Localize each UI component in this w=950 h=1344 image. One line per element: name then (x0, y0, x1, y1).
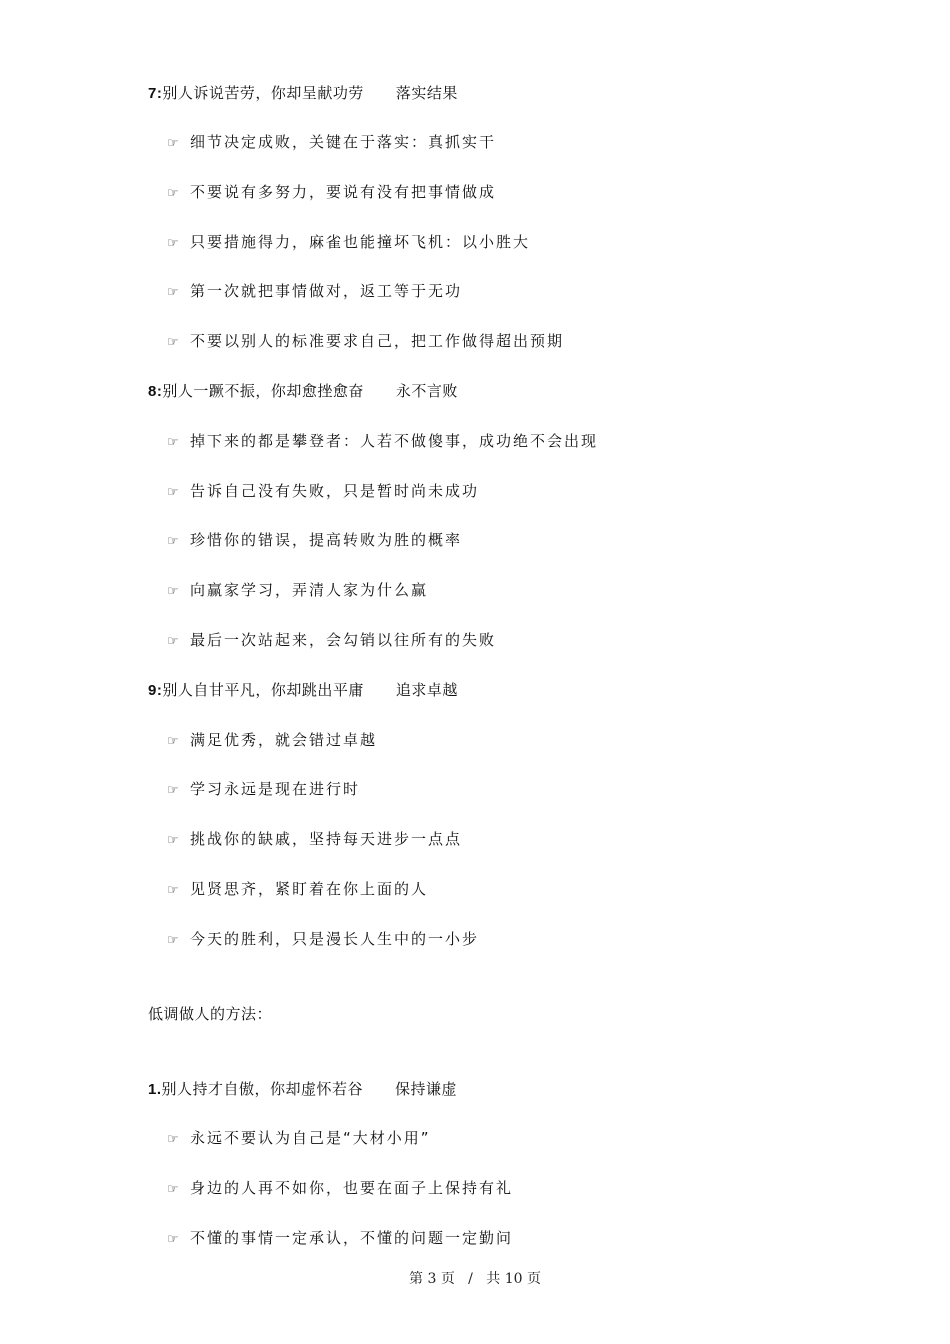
list-item: ☞ 见贤思齐，紧盯着在你上面的人 (167, 879, 428, 901)
list-item: ☞ 向赢家学习，弄清人家为什么赢 (167, 580, 428, 602)
list-item: ☞ 不懂的事情一定承认，不懂的问题一定勤问 (167, 1228, 513, 1250)
pointing-hand-icon: ☞ (167, 634, 179, 649)
pointing-hand-icon: ☞ (167, 485, 179, 500)
pointing-hand-icon: ☞ (167, 1182, 179, 1197)
pointing-hand-icon: ☞ (167, 933, 179, 948)
list-item: ☞ 学习永远是现在进行时 (167, 779, 360, 801)
subheading: 低调做人的方法： (148, 1005, 273, 1023)
pointing-hand-icon: ☞ (167, 335, 179, 350)
pointing-hand-icon: ☞ (167, 186, 179, 201)
pointing-hand-icon: ☞ (167, 584, 179, 599)
list-item: ☞ 掉下来的都是攀登者：人若不做傻事，成功绝不会出现 (167, 431, 598, 453)
list-item: ☞ 最后一次站起来，会勾销以往所有的失败 (167, 630, 496, 652)
list-item: ☞ 告诉自己没有失败，只是暂时尚未成功 (167, 481, 479, 503)
section-heading-1: 1.别人持才自傲，你却虚怀若谷 保持谦虚 (148, 1080, 458, 1098)
list-item: ☞ 细节决定成败，关键在于落实：真抓实干 (167, 132, 496, 154)
list-item: ☞ 第一次就把事情做对，返工等于无功 (167, 281, 462, 303)
pointing-hand-icon: ☞ (167, 783, 179, 798)
list-item: ☞ 挑战你的缺戚，坚持每天进步一点点 (167, 829, 462, 851)
pointing-hand-icon: ☞ (167, 435, 179, 450)
pointing-hand-icon: ☞ (167, 534, 179, 549)
list-item: ☞ 今天的胜利，只是漫长人生中的一小步 (167, 929, 479, 951)
page-number: 第 3 页 / 共 10 页 (409, 1271, 541, 1287)
section-heading-8: 8:别人一蹶不振，你却愈挫愈奋 永不言败 (148, 382, 458, 400)
pointing-hand-icon: ☞ (167, 833, 179, 848)
list-item: ☞ 不要以别人的标准要求自己，把工作做得超出预期 (167, 331, 564, 353)
section-heading-7: 7:别人诉说苦劳，你却呈献功劳 落实结果 (148, 84, 458, 102)
pointing-hand-icon: ☞ (167, 236, 179, 251)
page-footer (0, 1268, 950, 1288)
pointing-hand-icon: ☞ (167, 136, 179, 151)
section-heading-9: 9:别人自甘平凡，你却跳出平庸 追求卓越 (148, 681, 458, 699)
list-item: ☞ 永远不要认为自己是“大材小用” (167, 1128, 431, 1150)
list-item: ☞ 满足优秀，就会错过卓越 (167, 730, 377, 752)
pointing-hand-icon: ☞ (167, 1232, 179, 1247)
list-item: ☞ 不要说有多努力，要说有没有把事情做成 (167, 182, 496, 204)
pointing-hand-icon: ☞ (167, 883, 179, 898)
list-item: ☞ 珍惜你的错误，提高转败为胜的概率 (167, 530, 462, 552)
pointing-hand-icon: ☞ (167, 734, 179, 749)
pointing-hand-icon: ☞ (167, 1132, 179, 1147)
list-item: ☞ 身边的人再不如你，也要在面子上保持有礼 (167, 1178, 513, 1200)
list-item: ☞ 只要措施得力，麻雀也能撞坏飞机：以小胜大 (167, 232, 530, 254)
pointing-hand-icon: ☞ (167, 285, 179, 300)
